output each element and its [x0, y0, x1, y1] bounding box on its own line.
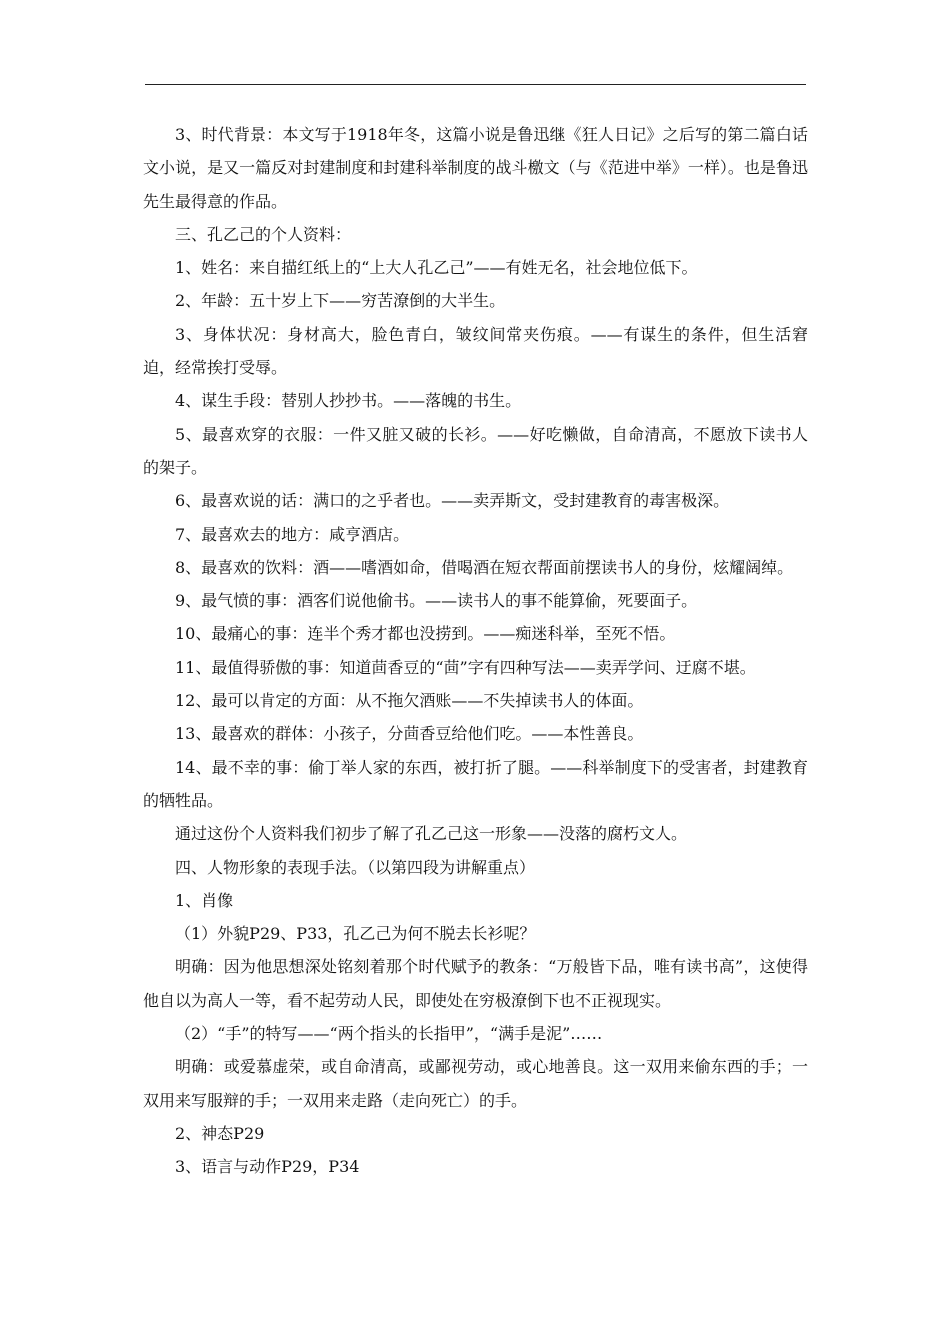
profile-angry: 9、最气愤的事：酒客们说他偷书。——读书人的事不能算偷，死要面子。 [175, 591, 698, 611]
header-rule [145, 84, 806, 85]
profile-positive: 12、最可以肯定的方面：从不拖欠酒账——不失掉读书人的体面。 [175, 691, 644, 711]
profile-group: 13、最喜欢的群体：小孩子，分茴香豆给他们吃。——本性善良。 [175, 724, 644, 744]
section-heading-profile: 三、孔乙己的个人资料： [175, 224, 352, 244]
document-body [143, 118, 808, 1184]
profile-painful: 10、最痛心的事：连半个秀才都也没捞到。——痴迷科举，至死不悟。 [175, 624, 676, 644]
clarification-1: 明确：因为他思想深处铭刻着那个时代赋予的教条：“万般皆下品，唯有读书高”，这使得他自以为高人一等，看不起劳动人民，即使处在穷极潦倒下也不正视现实。 [143, 957, 808, 1010]
item-hands: （2）“手”的特写——“两个指头的长指甲”，“满手是泥”…… [175, 1024, 603, 1044]
profile-proud: 11、最值得骄傲的事：知道茴香豆的“茴”字有四种写法——卖弄学问、迂腐不堪。 [175, 657, 756, 677]
profile-place: 7、最喜欢去的地方：咸亨酒店。 [175, 524, 410, 544]
paragraph-time-background: 3、时代背景：本文写于1918年冬，这篇小说是鲁迅继《狂人日记》之后写的第二篇白话文小说，是又一篇反对封建制度和封建科举制度的战斗檄文（与《范进中举》一样）。也是鲁迅先生最得意的作品。 [143, 125, 808, 211]
subheading-portrait: 1、肖像 [175, 890, 234, 910]
profile-age: 2、年龄：五十岁上下——穷苦潦倒的大半生。 [175, 291, 506, 311]
profile-saying: 6、最喜欢说的话：满口的之乎者也。——卖弄斯文，受封建教育的毒害极深。 [175, 491, 730, 511]
profile-physical: 3、身体状况：身材高大，脸色青白，皱纹间常夹伤痕。——有谋生的条件，但生活窘迫，经常挨打受辱。 [143, 324, 808, 378]
clarification-2: 明确：或爱慕虚荣，或自命清高，或鄙视劳动，或心地善良。这一双用来偷东西的手；一双用来写服辩的手；一双用来走路（走向死亡）的手。 [143, 1057, 808, 1110]
subheading-expression: 2、神态P29 [175, 1123, 265, 1143]
section-heading-techniques: 四、人物形象的表现手法。（以第四段为讲解重点） [175, 857, 536, 877]
profile-livelihood: 4、谋生手段：替别人抄抄书。——落魄的书生。 [175, 391, 522, 411]
paragraph-summary: 通过这份个人资料我们初步了解了孔乙己这一形象——没落的腐朽文人。 [175, 824, 688, 844]
profile-clothes: 5、最喜欢穿的衣服：一件又脏又破的长衫。——好吃懒做，自命清高，不愿放下读书人的架子。 [143, 424, 808, 477]
profile-misfortune: 14、最不幸的事：偷丁举人家的东西，被打折了腿。——科举制度下的受害者，封建教育的牺牲品。 [143, 757, 808, 810]
item-appearance: （1）外貌P29、P33，孔乙己为何不脱去长衫呢？ [175, 924, 536, 944]
profile-name: 1、姓名：来自描红纸上的“上大人孔乙己”——有姓无名，社会地位低下。 [175, 258, 698, 278]
profile-drink: 8、最喜欢的饮料：酒——嗜酒如命，借喝酒在短衣帮面前摆读书人的身份，炫耀阔绰。 [175, 557, 794, 577]
subheading-language-action: 3、语言与动作P29，P34 [175, 1157, 360, 1177]
